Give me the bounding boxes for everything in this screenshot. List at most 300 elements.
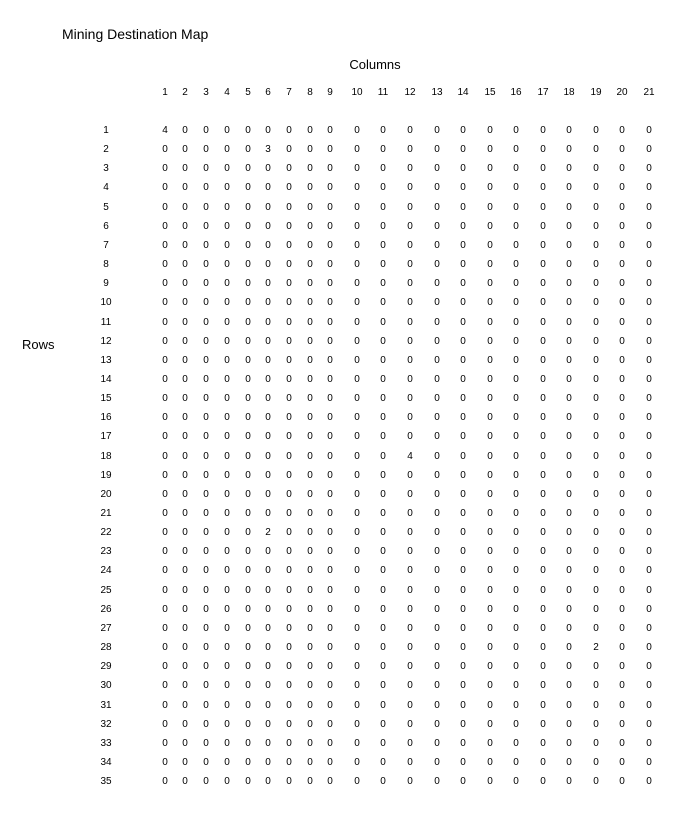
grid-cell-r15-c11: 0: [380, 393, 386, 404]
grid-cell-r13-c6: 0: [265, 355, 271, 366]
row-label-9: 9: [103, 278, 109, 289]
grid-cell-r28-c5: 0: [245, 642, 251, 653]
grid-cell-r21-c2: 0: [182, 508, 188, 519]
grid-cell-r18-c11: 0: [380, 451, 386, 462]
grid-cell-r2-c10: 0: [354, 144, 360, 155]
grid-cell-r28-c9: 0: [327, 642, 333, 653]
grid-cell-r17-c18: 0: [566, 431, 572, 442]
grid-cell-r10-c20: 0: [619, 297, 625, 308]
grid-cell-r26-c4: 0: [224, 604, 230, 615]
grid-cell-r3-c4: 0: [224, 163, 230, 174]
grid-cell-r35-c8: 0: [307, 776, 313, 787]
grid-cell-r26-c19: 0: [593, 604, 599, 615]
grid-cell-r6-c19: 0: [593, 221, 599, 232]
grid-cell-r24-c4: 0: [224, 565, 230, 576]
grid-cell-r28-c13: 0: [434, 642, 440, 653]
grid-cell-r6-c8: 0: [307, 221, 313, 232]
grid-cell-r8-c12: 0: [407, 259, 413, 270]
grid-cell-r12-c21: 0: [646, 336, 652, 347]
row-label-11: 11: [100, 317, 112, 328]
grid-cell-r19-c10: 0: [354, 470, 360, 481]
grid-cell-r2-c1: 0: [162, 144, 168, 155]
grid-cell-r23-c12: 0: [407, 546, 413, 557]
grid-cell-r4-c16: 0: [513, 182, 519, 193]
grid-cell-r20-c5: 0: [245, 489, 251, 500]
grid-cell-r28-c12: 0: [407, 642, 413, 653]
grid-cell-r4-c11: 0: [380, 182, 386, 193]
grid-cell-r16-c4: 0: [224, 412, 230, 423]
grid-cell-r28-c1: 0: [162, 642, 168, 653]
grid-cell-r3-c3: 0: [203, 163, 209, 174]
grid-cell-r26-c15: 0: [487, 604, 493, 615]
grid-cell-r16-c14: 0: [460, 412, 466, 423]
grid-cell-r34-c20: 0: [619, 757, 625, 768]
grid-cell-r34-c11: 0: [380, 757, 386, 768]
row-label-29: 29: [100, 661, 112, 672]
grid-cell-r21-c18: 0: [566, 508, 572, 519]
grid-cell-r14-c2: 0: [182, 374, 188, 385]
row-label-25: 25: [100, 585, 112, 596]
grid-cell-r27-c17: 0: [540, 623, 546, 634]
grid-cell-r22-c20: 0: [619, 527, 625, 538]
grid-cell-r33-c20: 0: [619, 738, 625, 749]
grid-cell-r35-c5: 0: [245, 776, 251, 787]
grid-cell-r8-c1: 0: [162, 259, 168, 270]
grid-cell-r31-c18: 0: [566, 700, 572, 711]
grid-cell-r26-c13: 0: [434, 604, 440, 615]
grid-cell-r9-c1: 0: [162, 278, 168, 289]
grid-cell-r5-c4: 0: [224, 202, 230, 213]
grid-cell-r20-c17: 0: [540, 489, 546, 500]
grid-cell-r21-c3: 0: [203, 508, 209, 519]
grid-cell-r21-c15: 0: [487, 508, 493, 519]
grid-cell-r22-c15: 0: [487, 527, 493, 538]
grid-cell-r9-c19: 0: [593, 278, 599, 289]
grid-cell-r15-c3: 0: [203, 393, 209, 404]
grid-cell-r7-c13: 0: [434, 240, 440, 251]
grid-cell-r2-c14: 0: [460, 144, 466, 155]
grid-cell-r22-c11: 0: [380, 527, 386, 538]
grid-cell-r10-c19: 0: [593, 297, 599, 308]
grid-cell-r21-c4: 0: [224, 508, 230, 519]
grid-cell-r13-c18: 0: [566, 355, 572, 366]
row-label-21: 21: [100, 508, 112, 519]
grid-cell-r20-c2: 0: [182, 489, 188, 500]
grid-cell-r12-c2: 0: [182, 336, 188, 347]
grid-cell-r5-c8: 0: [307, 202, 313, 213]
row-label-19: 19: [100, 470, 112, 481]
grid-cell-r2-c7: 0: [286, 144, 292, 155]
grid-cell-r33-c12: 0: [407, 738, 413, 749]
grid-cell-r33-c4: 0: [224, 738, 230, 749]
grid-cell-r35-c12: 0: [407, 776, 413, 787]
grid-cell-r17-c5: 0: [245, 431, 251, 442]
column-header-15: 15: [484, 87, 496, 98]
grid-cell-r17-c1: 0: [162, 431, 168, 442]
grid-cell-r28-c7: 0: [286, 642, 292, 653]
grid-cell-r22-c8: 0: [307, 527, 313, 538]
grid-cell-r28-c11: 0: [380, 642, 386, 653]
grid-cell-r30-c17: 0: [540, 680, 546, 691]
grid-cell-r20-c10: 0: [354, 489, 360, 500]
grid-cell-r24-c3: 0: [203, 565, 209, 576]
grid-cell-r9-c9: 0: [327, 278, 333, 289]
grid-cell-r9-c11: 0: [380, 278, 386, 289]
grid-cell-r28-c2: 0: [182, 642, 188, 653]
grid-cell-r24-c11: 0: [380, 565, 386, 576]
grid-cell-r8-c6: 0: [265, 259, 271, 270]
row-label-16: 16: [100, 412, 112, 423]
grid-cell-r21-c6: 0: [265, 508, 271, 519]
grid-cell-r7-c18: 0: [566, 240, 572, 251]
grid-cell-r19-c8: 0: [307, 470, 313, 481]
grid-cell-r33-c18: 0: [566, 738, 572, 749]
grid-cell-r31-c1: 0: [162, 700, 168, 711]
grid-cell-r5-c5: 0: [245, 202, 251, 213]
grid-cell-r29-c12: 0: [407, 661, 413, 672]
grid-cell-r7-c1: 0: [162, 240, 168, 251]
grid-cell-r26-c8: 0: [307, 604, 313, 615]
grid-cell-r4-c17: 0: [540, 182, 546, 193]
grid-cell-r31-c20: 0: [619, 700, 625, 711]
grid-cell-r33-c2: 0: [182, 738, 188, 749]
grid-cell-r29-c16: 0: [513, 661, 519, 672]
grid-cell-r10-c6: 0: [265, 297, 271, 308]
grid-cell-r4-c9: 0: [327, 182, 333, 193]
grid-cell-r4-c8: 0: [307, 182, 313, 193]
grid-cell-r19-c4: 0: [224, 470, 230, 481]
grid-cell-r31-c4: 0: [224, 700, 230, 711]
row-label-14: 14: [100, 374, 112, 385]
grid-cell-r15-c4: 0: [224, 393, 230, 404]
grid-cell-r13-c2: 0: [182, 355, 188, 366]
grid-cell-r35-c3: 0: [203, 776, 209, 787]
grid-cell-r12-c18: 0: [566, 336, 572, 347]
grid-cell-r8-c4: 0: [224, 259, 230, 270]
grid-cell-r4-c12: 0: [407, 182, 413, 193]
grid-cell-r10-c10: 0: [354, 297, 360, 308]
grid-cell-r33-c3: 0: [203, 738, 209, 749]
grid-cell-r33-c15: 0: [487, 738, 493, 749]
grid-cell-r3-c16: 0: [513, 163, 519, 174]
grid-cell-r3-c18: 0: [566, 163, 572, 174]
grid-cell-r21-c16: 0: [513, 508, 519, 519]
grid-cell-r30-c16: 0: [513, 680, 519, 691]
grid-cell-r9-c18: 0: [566, 278, 572, 289]
grid-cell-r8-c8: 0: [307, 259, 313, 270]
row-label-3: 3: [103, 163, 109, 174]
grid-cell-r32-c1: 0: [162, 719, 168, 730]
grid-cell-r4-c18: 0: [566, 182, 572, 193]
grid-cell-r27-c10: 0: [354, 623, 360, 634]
grid-cell-r8-c21: 0: [646, 259, 652, 270]
grid-cell-r18-c9: 0: [327, 451, 333, 462]
grid-cell-r28-c20: 0: [619, 642, 625, 653]
grid-cell-r23-c4: 0: [224, 546, 230, 557]
grid-cell-r10-c8: 0: [307, 297, 313, 308]
grid-cell-r11-c11: 0: [380, 317, 386, 328]
grid-cell-r25-c6: 0: [265, 585, 271, 596]
grid-cell-r21-c14: 0: [460, 508, 466, 519]
grid-cell-r32-c11: 0: [380, 719, 386, 730]
grid-cell-r20-c13: 0: [434, 489, 440, 500]
grid-cell-r32-c19: 0: [593, 719, 599, 730]
grid-cell-r21-c13: 0: [434, 508, 440, 519]
grid-cell-r22-c3: 0: [203, 527, 209, 538]
grid-cell-r30-c15: 0: [487, 680, 493, 691]
grid-cell-r25-c2: 0: [182, 585, 188, 596]
grid-cell-r7-c8: 0: [307, 240, 313, 251]
grid-cell-r7-c4: 0: [224, 240, 230, 251]
grid-cell-r1-c15: 0: [487, 125, 493, 136]
grid-cell-r9-c16: 0: [513, 278, 519, 289]
grid-cell-r26-c18: 0: [566, 604, 572, 615]
grid-cell-r15-c16: 0: [513, 393, 519, 404]
grid-cell-r23-c15: 0: [487, 546, 493, 557]
grid-cell-r18-c21: 0: [646, 451, 652, 462]
grid-cell-r34-c19: 0: [593, 757, 599, 768]
grid-cell-r10-c3: 0: [203, 297, 209, 308]
grid-cell-r30-c12: 0: [407, 680, 413, 691]
grid-cell-r14-c8: 0: [307, 374, 313, 385]
grid-cell-r15-c7: 0: [286, 393, 292, 404]
grid-cell-r11-c1: 0: [162, 317, 168, 328]
grid-cell-r23-c6: 0: [265, 546, 271, 557]
grid-cell-r30-c6: 0: [265, 680, 271, 691]
grid-cell-r13-c20: 0: [619, 355, 625, 366]
grid-cell-r13-c4: 0: [224, 355, 230, 366]
column-header-3: 3: [203, 87, 209, 98]
grid-cell-r34-c2: 0: [182, 757, 188, 768]
grid-cell-r22-c12: 0: [407, 527, 413, 538]
grid-cell-r7-c5: 0: [245, 240, 251, 251]
grid-cell-r32-c16: 0: [513, 719, 519, 730]
column-header-7: 7: [286, 87, 292, 98]
grid-cell-r18-c14: 0: [460, 451, 466, 462]
grid-cell-r8-c3: 0: [203, 259, 209, 270]
grid-cell-r23-c20: 0: [619, 546, 625, 557]
grid-cell-r14-c21: 0: [646, 374, 652, 385]
grid-cell-r5-c2: 0: [182, 202, 188, 213]
grid-cell-r11-c16: 0: [513, 317, 519, 328]
grid-cell-r16-c21: 0: [646, 412, 652, 423]
grid-cell-r35-c13: 0: [434, 776, 440, 787]
grid-cell-r12-c20: 0: [619, 336, 625, 347]
grid-cell-r16-c3: 0: [203, 412, 209, 423]
grid-cell-r7-c20: 0: [619, 240, 625, 251]
grid-cell-r27-c12: 0: [407, 623, 413, 634]
grid-cell-r4-c4: 0: [224, 182, 230, 193]
grid-cell-r10-c15: 0: [487, 297, 493, 308]
grid-cell-r10-c17: 0: [540, 297, 546, 308]
grid-cell-r8-c17: 0: [540, 259, 546, 270]
grid-cell-r29-c21: 0: [646, 661, 652, 672]
grid-cell-r14-c3: 0: [203, 374, 209, 385]
grid-cell-r11-c6: 0: [265, 317, 271, 328]
grid-cell-r15-c8: 0: [307, 393, 313, 404]
grid-cell-r5-c20: 0: [619, 202, 625, 213]
grid-cell-r35-c1: 0: [162, 776, 168, 787]
grid-cell-r16-c17: 0: [540, 412, 546, 423]
grid-cell-r28-c16: 0: [513, 642, 519, 653]
grid-cell-r26-c12: 0: [407, 604, 413, 615]
grid-cell-r20-c8: 0: [307, 489, 313, 500]
row-label-4: 4: [103, 182, 109, 193]
grid-cell-r33-c14: 0: [460, 738, 466, 749]
grid-cell-r1-c13: 0: [434, 125, 440, 136]
grid-cell-r26-c5: 0: [245, 604, 251, 615]
grid-cell-r35-c9: 0: [327, 776, 333, 787]
grid-cell-r10-c5: 0: [245, 297, 251, 308]
grid-cell-r2-c6: 3: [265, 144, 271, 155]
grid-cell-r29-c4: 0: [224, 661, 230, 672]
grid-cell-r17-c20: 0: [619, 431, 625, 442]
column-header-9: 9: [327, 87, 333, 98]
grid-cell-r15-c18: 0: [566, 393, 572, 404]
grid-cell-r11-c10: 0: [354, 317, 360, 328]
grid-cell-r15-c12: 0: [407, 393, 413, 404]
grid-cell-r10-c16: 0: [513, 297, 519, 308]
grid-cell-r7-c17: 0: [540, 240, 546, 251]
grid-cell-r26-c9: 0: [327, 604, 333, 615]
grid-cell-r8-c2: 0: [182, 259, 188, 270]
grid-cell-r15-c9: 0: [327, 393, 333, 404]
grid-cell-r12-c10: 0: [354, 336, 360, 347]
grid-cell-r7-c14: 0: [460, 240, 466, 251]
grid-cell-r27-c1: 0: [162, 623, 168, 634]
grid-cell-r29-c13: 0: [434, 661, 440, 672]
grid-cell-r3-c11: 0: [380, 163, 386, 174]
grid-cell-r12-c7: 0: [286, 336, 292, 347]
column-header-19: 19: [590, 87, 602, 98]
grid-cell-r17-c6: 0: [265, 431, 271, 442]
grid-cell-r28-c21: 0: [646, 642, 652, 653]
grid-cell-r17-c3: 0: [203, 431, 209, 442]
grid-cell-r31-c9: 0: [327, 700, 333, 711]
grid-cell-r7-c10: 0: [354, 240, 360, 251]
grid-cell-r11-c14: 0: [460, 317, 466, 328]
grid-cell-r22-c16: 0: [513, 527, 519, 538]
grid-cell-r25-c15: 0: [487, 585, 493, 596]
grid-cell-r4-c10: 0: [354, 182, 360, 193]
grid-cell-r24-c17: 0: [540, 565, 546, 576]
grid-cell-r25-c11: 0: [380, 585, 386, 596]
grid-cell-r6-c6: 0: [265, 221, 271, 232]
grid-cell-r3-c10: 0: [354, 163, 360, 174]
row-label-18: 18: [100, 451, 112, 462]
grid-cell-r4-c19: 0: [593, 182, 599, 193]
grid-cell-r32-c10: 0: [354, 719, 360, 730]
grid-cell-r22-c19: 0: [593, 527, 599, 538]
grid-cell-r24-c15: 0: [487, 565, 493, 576]
grid-cell-r17-c2: 0: [182, 431, 188, 442]
grid-cell-r23-c14: 0: [460, 546, 466, 557]
grid-cell-r23-c11: 0: [380, 546, 386, 557]
grid-cell-r24-c8: 0: [307, 565, 313, 576]
grid-cell-r31-c7: 0: [286, 700, 292, 711]
grid-cell-r26-c20: 0: [619, 604, 625, 615]
grid-cell-r1-c8: 0: [307, 125, 313, 136]
grid-cell-r11-c2: 0: [182, 317, 188, 328]
grid-cell-r18-c8: 0: [307, 451, 313, 462]
grid-cell-r27-c7: 0: [286, 623, 292, 634]
grid-cell-r4-c5: 0: [245, 182, 251, 193]
grid-cell-r11-c9: 0: [327, 317, 333, 328]
grid-cell-r20-c15: 0: [487, 489, 493, 500]
grid-cell-r22-c9: 0: [327, 527, 333, 538]
grid-cell-r2-c19: 0: [593, 144, 599, 155]
grid-cell-r16-c19: 0: [593, 412, 599, 423]
grid-cell-r26-c3: 0: [203, 604, 209, 615]
grid-cell-r22-c7: 0: [286, 527, 292, 538]
row-label-5: 5: [103, 202, 109, 213]
column-header-10: 10: [351, 87, 363, 98]
grid-cell-r10-c9: 0: [327, 297, 333, 308]
grid-cell-r1-c12: 0: [407, 125, 413, 136]
grid-cell-r19-c15: 0: [487, 470, 493, 481]
grid-cell-r25-c18: 0: [566, 585, 572, 596]
grid-cell-r6-c7: 0: [286, 221, 292, 232]
grid-cell-r7-c9: 0: [327, 240, 333, 251]
grid-cell-r35-c4: 0: [224, 776, 230, 787]
grid-cell-r32-c14: 0: [460, 719, 466, 730]
grid-cell-r22-c21: 0: [646, 527, 652, 538]
grid-cell-r27-c5: 0: [245, 623, 251, 634]
grid-cell-r14-c10: 0: [354, 374, 360, 385]
grid-cell-r24-c20: 0: [619, 565, 625, 576]
grid-cell-r19-c2: 0: [182, 470, 188, 481]
grid-cell-r14-c13: 0: [434, 374, 440, 385]
grid-cell-r8-c16: 0: [513, 259, 519, 270]
row-label-8: 8: [103, 259, 109, 270]
grid-cell-r30-c10: 0: [354, 680, 360, 691]
grid-cell-r9-c3: 0: [203, 278, 209, 289]
grid-cell-r24-c1: 0: [162, 565, 168, 576]
grid-cell-r2-c5: 0: [245, 144, 251, 155]
grid-cell-r20-c9: 0: [327, 489, 333, 500]
grid-cell-r10-c12: 0: [407, 297, 413, 308]
grid-cell-r6-c20: 0: [619, 221, 625, 232]
grid-cell-r30-c18: 0: [566, 680, 572, 691]
grid-cell-r33-c1: 0: [162, 738, 168, 749]
grid-cell-r16-c9: 0: [327, 412, 333, 423]
grid-cell-r28-c6: 0: [265, 642, 271, 653]
column-header-14: 14: [457, 87, 469, 98]
row-label-23: 23: [100, 546, 112, 557]
grid-cell-r31-c2: 0: [182, 700, 188, 711]
grid-cell-r33-c11: 0: [380, 738, 386, 749]
grid-cell-r31-c13: 0: [434, 700, 440, 711]
grid-cell-r35-c17: 0: [540, 776, 546, 787]
grid-cell-r29-c11: 0: [380, 661, 386, 672]
grid-cell-r30-c5: 0: [245, 680, 251, 691]
grid-cell-r13-c21: 0: [646, 355, 652, 366]
grid-cell-r14-c9: 0: [327, 374, 333, 385]
grid-cell-r1-c7: 0: [286, 125, 292, 136]
grid-cell-r30-c13: 0: [434, 680, 440, 691]
grid-cell-r6-c10: 0: [354, 221, 360, 232]
grid-cell-r35-c21: 0: [646, 776, 652, 787]
grid-cell-r15-c21: 0: [646, 393, 652, 404]
grid-cell-r19-c18: 0: [566, 470, 572, 481]
grid-cell-r20-c16: 0: [513, 489, 519, 500]
grid-cell-r1-c11: 0: [380, 125, 386, 136]
grid-cell-r10-c2: 0: [182, 297, 188, 308]
grid-cell-r3-c1: 0: [162, 163, 168, 174]
grid-cell-r10-c14: 0: [460, 297, 466, 308]
grid-cell-r12-c13: 0: [434, 336, 440, 347]
grid-cell-r33-c21: 0: [646, 738, 652, 749]
